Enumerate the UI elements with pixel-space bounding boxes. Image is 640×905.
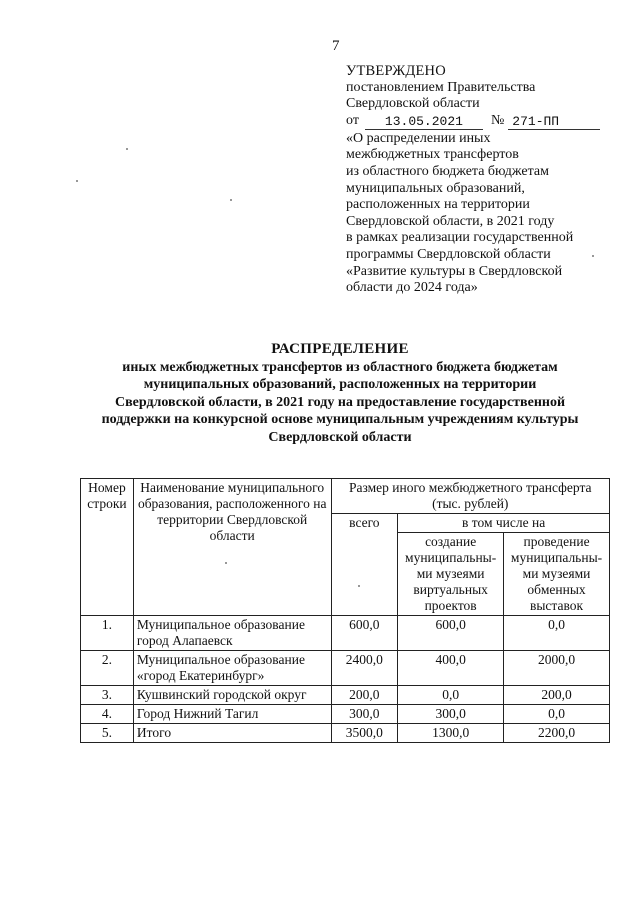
cell-row-number: 3.: [81, 686, 134, 705]
cell-total: 200,0: [331, 686, 398, 705]
header-total: всего: [331, 514, 398, 616]
approval-description-line: «Развитие культуры в Свердловской: [346, 263, 563, 279]
approval-description-line: программы Свердловской области: [346, 246, 551, 262]
scan-speck: [126, 148, 128, 150]
scan-speck: [230, 199, 232, 201]
title-line: муниципальных образований, расположенных на территории: [143, 377, 537, 392]
title-line: Свердловской области, в 2021 году на предоставление государственной: [114, 394, 566, 410]
table-row: [81, 705, 610, 724]
title-main: РАСПРЕДЕЛЕНИЕ: [271, 341, 409, 357]
header-row-number: Номер строки: [81, 479, 134, 616]
approval-description-line: муниципальных образований,: [346, 180, 525, 196]
approval-description-line: области до 2024 года»: [346, 280, 478, 296]
approval-date-line: [346, 113, 616, 130]
cell-virtual: 600,0: [398, 616, 504, 651]
table-row: [81, 651, 610, 686]
title-line: Свердловской области: [268, 429, 412, 445]
title-line: поддержки на конкурсной основе муниципальным учреждениям культуры: [101, 412, 579, 427]
cell-exchange: 0,0: [504, 616, 610, 651]
approval-date: 13.05.2021: [365, 115, 483, 130]
approval-description-line: из областного бюджета бюджетам: [346, 163, 549, 179]
scan-speck: [592, 255, 594, 257]
approval-heading: УТВЕРЖДЕНО: [346, 63, 446, 79]
cell-row-number: 4.: [81, 705, 134, 724]
scan-speck: [358, 585, 360, 587]
cell-municipality: Муниципальное образование «город Екатеринбург»: [133, 651, 331, 686]
cell-virtual: 400,0: [398, 651, 504, 686]
cell-municipality: Город Нижний Тагил: [133, 705, 331, 724]
cell-municipality: Кушвинский городской округ: [133, 686, 331, 705]
scan-speck: [225, 562, 227, 564]
cell-total: 2400,0: [331, 651, 398, 686]
table-row-total: [81, 724, 610, 743]
header-municipality: Наименование муниципального образования, расположенного на территории Свердловской области: [133, 479, 331, 616]
number-prefix: №: [490, 113, 505, 129]
cell-row-number: 1.: [81, 616, 134, 651]
table-header-row: [81, 479, 610, 514]
title-line: иных межбюджетных трансфертов из областного бюджета бюджетам: [122, 359, 558, 375]
table-row: [81, 616, 610, 651]
cell-municipality: Муниципальное образование город Алапаевск: [133, 616, 331, 651]
cell-exchange: 200,0: [504, 686, 610, 705]
cell-exchange: 0,0: [504, 705, 610, 724]
cell-exchange: 2000,0: [504, 651, 610, 686]
approval-description-line: межбюджетных трансфертов: [346, 147, 519, 163]
header-transfer-size: Размер иного межбюджетного трансферта (тыс. рублей): [331, 479, 609, 514]
cell-exchange: 2200,0: [504, 724, 610, 743]
distribution-table: [80, 478, 610, 743]
header-including: в том числе на: [398, 514, 610, 533]
cell-row-number: 5.: [81, 724, 134, 743]
date-prefix: от: [346, 113, 359, 129]
approval-block: [346, 63, 616, 297]
approval-line: постановлением Правительства: [346, 79, 536, 95]
cell-total: 300,0: [331, 705, 398, 724]
cell-row-number: 2.: [81, 651, 134, 686]
header-virtual-museums: создание муниципальны-ми музеями виртуальных проектов: [398, 533, 504, 616]
cell-virtual: 300,0: [398, 705, 504, 724]
page-number: 7: [332, 38, 340, 54]
document-title: [60, 341, 620, 446]
cell-total: 600,0: [331, 616, 398, 651]
cell-virtual: 1300,0: [398, 724, 504, 743]
cell-virtual: 0,0: [398, 686, 504, 705]
header-exhibitions: проведение муниципальны-ми музеями обменных выставок: [504, 533, 610, 616]
approval-description-line: в рамках реализации государственной: [346, 230, 574, 246]
cell-municipality: Итого: [133, 724, 331, 743]
approval-description-line: «О распределении иных: [346, 130, 491, 146]
table-row: [81, 686, 610, 705]
cell-total: 3500,0: [331, 724, 398, 743]
approval-line: Свердловской области: [346, 96, 480, 112]
scan-speck: [76, 180, 78, 182]
approval-number: 271-ПП: [508, 115, 600, 130]
approval-description-line: расположенных на территории: [346, 197, 530, 213]
approval-description-line: Свердловской области, в 2021 году: [346, 213, 555, 229]
